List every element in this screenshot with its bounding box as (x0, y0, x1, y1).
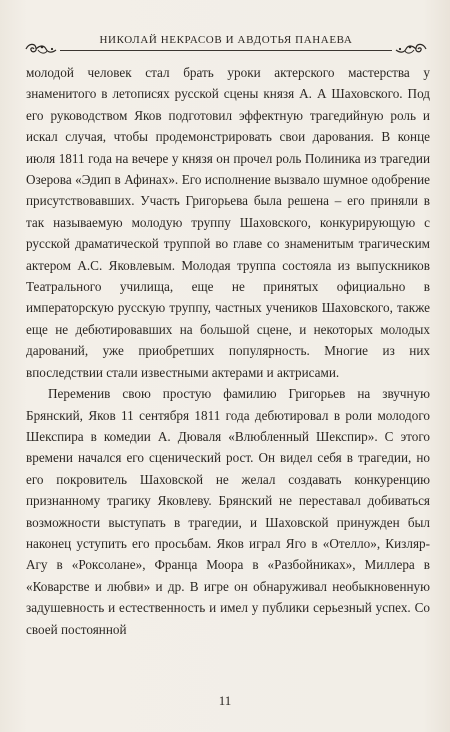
page-body (26, 62, 430, 640)
running-title: НИКОЛАЙ НЕКРАСОВ И АВДОТЬЯ ПАНАЕВА (99, 34, 353, 46)
paragraph-continuation: молодой человек стал брать уроки актерского мастерства у знаменитого в летописях русской сцены князя А. А Шаховского. Под его руководством Яков подготовил эффектную трагедийную роль и искал случая, чтобы продемонстрировать свои дарования. В конце июля 1811 года на вечере у князя он прочел роль Полиника из трагедии Озерова «Эдип в Афинах». Его исполнение вызвало шумное одобрение присутствовавших. Участь Григорьева была решена – его приняли в так называемую молодую труппу Шаховского, конкурирующую с русской драматической труппой во главе со знаменитым трагическим актером А.С. Яковлевым. Молодая труппа состояла из выпускников Театрального училища, еще не принятых официально в императорскую русскую труппу, частных учеников Шаховского, также еще не дебютировавших на большой сцене, и некоторых молодых дарований, уже приобретших популярность. Многие из них впоследствии стали известными актерами и актрисами. (26, 65, 430, 380)
header-rule (60, 50, 392, 51)
paragraph: Переменив свою простую фамилию Григорьев на звучную Брянский, Яков 11 сентября 1811 года дебютировал в роли молодого Шекспира в комедии А. Дюваля «Влюбленный Шекспир». С этого времени начался его сценический рост. Он видел себя в трагедии, но его покровитель Шаховской не желал создавать конкуренцию признанному трагику Яковлеву. Брянский не переставал добиваться возможности выступать в трагедии, и Шаховской принужден был наконец уступить его просьбам. Яков играл Яго в «Отелло», Кизляр-Агу в «Роксолане», Франца Моора в «Разбойниках», Миллера в «Коварстве и любви» и др. В игре он обнаруживал необыкновенную задушевность и естественность и имел у публики серьезный успех. Со своей постоянной (26, 386, 430, 637)
page-number: 11 (218, 693, 232, 708)
scroll-flourish-icon (394, 41, 428, 57)
running-header (24, 30, 428, 60)
